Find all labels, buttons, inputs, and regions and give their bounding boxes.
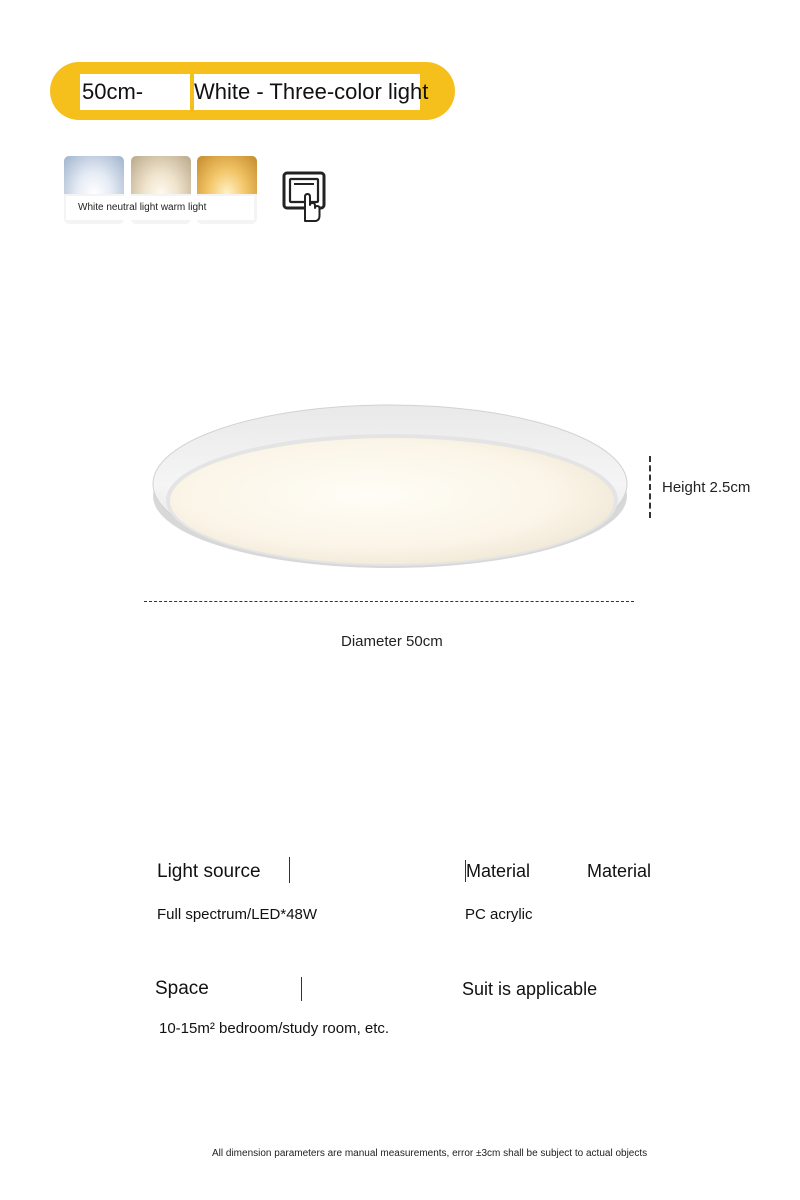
material-heading: Material	[466, 861, 531, 881]
suit-heading: Suit is applicable	[462, 979, 598, 999]
light-source-value: Full spectrum/LED*48W	[157, 906, 318, 923]
divider	[301, 977, 302, 1001]
light-source-heading: Light source	[157, 861, 261, 882]
height-label: Height 2.5cm	[662, 479, 751, 496]
divider	[289, 857, 290, 883]
wall-switch-hand-icon	[281, 170, 329, 222]
variant-size: 50cm-	[80, 74, 190, 110]
variant-name: White - Three-color light	[194, 74, 420, 110]
variant-banner	[50, 62, 455, 120]
material-heading-secondary: Material	[587, 861, 652, 881]
ceiling-lamp-image	[150, 400, 630, 572]
height-dimension-line	[649, 456, 651, 518]
material-value: PC acrylic	[465, 906, 533, 923]
space-value: 10-15m² bedroom/study room, etc.	[159, 1020, 390, 1037]
diameter-label: Diameter 50cm	[341, 633, 443, 650]
diameter-dimension-line	[144, 601, 634, 602]
measurement-footnote: All dimension parameters are manual measurements, error ±3cm shall be subject to actual objects	[212, 1148, 648, 1159]
space-heading: Space	[155, 978, 209, 999]
light-modes-caption: White neutral light warm light	[66, 196, 254, 220]
